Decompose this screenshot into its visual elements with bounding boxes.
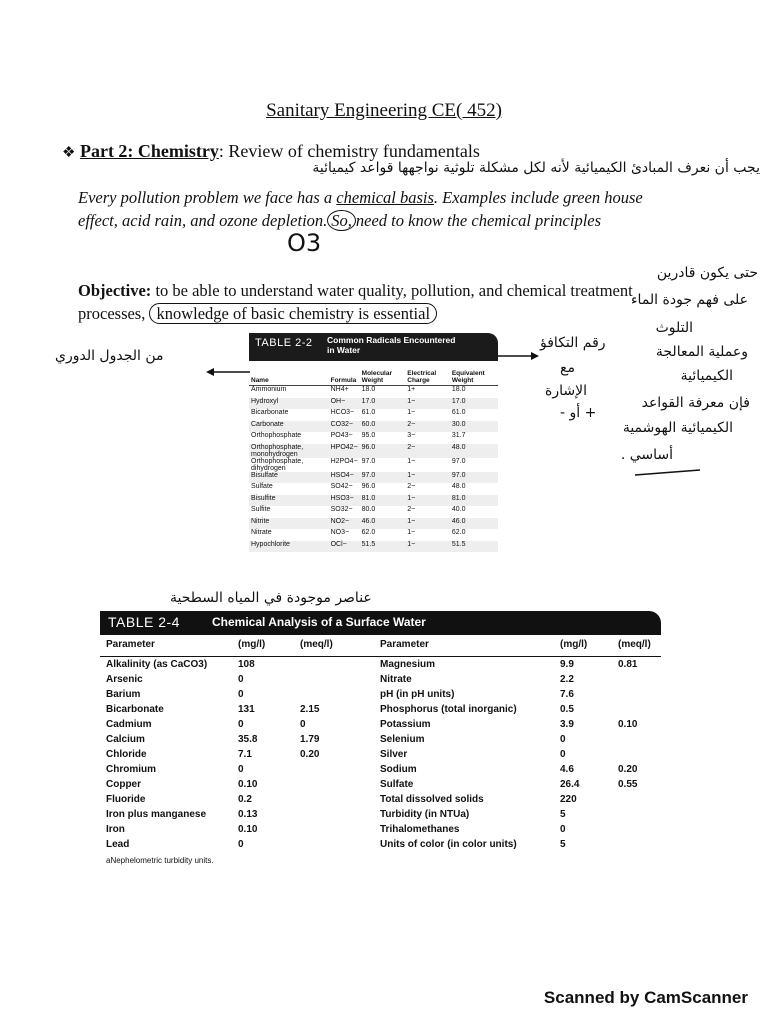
table22-cell: 18.0 [361,386,376,393]
table22-cell: 17.0 [451,397,466,405]
table24-cell: 35.8 [238,734,258,745]
table24-row [100,792,661,807]
table22-cell: CO32− [330,420,353,428]
table24-column-header: (mg/l) [554,635,612,657]
table24-cell: 1.79 [300,734,320,745]
table22-cell: 1− [407,471,416,479]
table22-cell: 2− [407,483,416,490]
table22-column-header: Molecular Weight [360,361,406,386]
table24-cell [612,747,661,762]
table24-cell [294,822,374,837]
table24-cell: Cadmium [106,719,152,730]
table24-cell: 0 [238,689,244,700]
table22-cell: 17.0 [361,397,376,405]
table24-cell [612,822,661,837]
table24-cell [612,672,661,687]
table24-cell: 0 [238,719,244,730]
table22-cell: 1+ [407,386,416,393]
objective-label: Objective: [78,281,152,300]
table24-cell: Units of color (in color units) [380,839,517,850]
table24-row [100,807,661,822]
table22-cell: 31.7 [451,432,466,439]
table24-cell: Iron [106,824,125,835]
table22-cell: 1− [407,494,416,502]
table22-cell: 81.0 [361,494,376,502]
table24-cell: 0.2 [238,794,252,805]
table24-grid [100,635,661,852]
handwritten-note-right-2: على فهم جودة الماء [630,292,748,308]
table22-column-header: Name [249,361,329,386]
table22-cell: 80.0 [361,506,376,513]
table22-row [249,506,498,518]
table24-row [100,657,661,673]
table22-column-header: Electrical Charge [405,361,450,386]
table24-cell: Total dissolved solids [380,794,484,805]
table22-cell: 1− [407,457,416,465]
table24-cell: Calcium [106,734,145,745]
table24-row [100,717,661,732]
table24-cell: 0 [560,749,566,760]
table24-row [100,732,661,747]
table24-cell: Fluoride [106,794,146,805]
table-surface-water-analysis [100,611,661,865]
table24-cell: 0.55 [618,779,638,790]
table22-grid [249,361,498,552]
table24-row [100,777,661,792]
table22-cell: SO32− [330,506,353,513]
intro-text-1: Every pollution problem we face has a [78,188,337,207]
table24-cell: 0 [238,764,244,775]
table22-cell: 46.0 [361,517,376,525]
table22-cell: 96.0 [361,443,376,451]
table22-cell: Orthophosphate, monohydrogen [251,443,304,458]
table24-cell: 0.5 [560,704,574,715]
table24-cell [612,732,661,747]
table22-cell: 2− [407,443,416,451]
table22-row [249,386,498,398]
table22-number: TABLE 2-2 [255,337,313,349]
table22-cell: 1− [407,540,416,548]
handwritten-note-right-8: أساسي . [620,447,673,463]
table24-cell: 26.4 [560,779,580,790]
table24-cell: Potassium [380,719,431,730]
table22-cell: Orthophosphate [251,432,302,439]
table24-cell [612,807,661,822]
table24-cell: Silver [380,749,408,760]
table22-cell: Hydroxyl [251,397,279,405]
handwritten-note-top: يجب أن نعرف المبادئ الكيميائية لأنه لكل مشكلة تلوثية نواجهها قواعد كيميائية [312,160,760,176]
table22-cell: HSO3− [330,494,354,502]
table22-cell: 62.0 [451,529,466,536]
table24-cell: 0.20 [300,749,320,760]
handwritten-note-right-1: حتى يكون قادرين [656,265,758,281]
table22-row [249,518,498,530]
table24-cell [294,807,374,822]
table22-row [249,541,498,553]
table24-cell: 0 [560,734,566,745]
table22-row [249,421,498,433]
table24-cell: Alkalinity (as CaCO3) [106,659,208,670]
table24-cell: 0.10 [238,824,258,835]
table24-cell: Chromium [106,764,156,775]
table24-cell: 2.2 [560,674,574,685]
table22-cell: 97.0 [451,471,466,479]
table24-column-header: (mg/l) [232,635,294,657]
table24-cell: Sodium [380,764,417,775]
table22-cell: 81.0 [451,494,466,502]
table22-cell: OCl− [330,540,347,548]
handwritten-note-right-7: الكيميائية الهوشمية [622,420,733,436]
table24-cell: 220 [560,794,577,805]
table22-cell: 1− [407,397,416,405]
table24-cell: Magnesium [380,659,436,670]
table22-row [249,444,498,458]
table24-cell [612,702,661,717]
table24-row [100,762,661,777]
handwritten-note-mid-4: + أو - [560,405,597,421]
circled-knowledge: knowledge of basic chemistry is essential [149,303,437,324]
table22-cell: 62.0 [361,529,376,536]
section-label: Part 2: Chemistry [79,141,219,161]
table22-cell: 95.0 [361,432,376,439]
handwritten-note-right-6: فإن معرفة القواعد [641,395,750,411]
table24-cell: Chloride [106,749,147,760]
section-subtitle: : Review of chemistry fundamentals [218,141,480,161]
table22-row [249,409,498,421]
table22-cell: 61.0 [361,409,376,416]
table22-cell: NH4+ [330,386,349,393]
table24-cell: 4.6 [560,764,574,775]
table24-cell: 5 [560,809,566,820]
table22-header [249,333,498,361]
table24-cell: 0 [238,839,244,850]
handwritten-note-table4: عناصر موجودة في المياه السطحية [170,590,372,606]
objective-text: to be able to understand water quality, pollution, and chemical treatment processes, [78,281,633,323]
intro-text-3: need to know the chemical principles [355,211,602,230]
table22-cell: 2− [407,420,416,428]
table24-cell: Lead [106,839,130,850]
table24-cell: Sulfate [380,779,414,790]
table22-cell: HSO4− [330,471,354,479]
table24-cell: Arsenic [106,674,143,685]
table22-cell: 97.0 [361,471,376,479]
table22-cell: 61.0 [451,409,466,416]
table22-cell: 51.5 [361,540,376,548]
table24-column-header: Parameter [374,635,554,657]
table24-row [100,837,661,852]
table24-cell: 108 [238,659,255,670]
table24-cell: 7.1 [238,749,252,760]
table24-column-header: (meq/l) [294,635,374,657]
table22-cell: H2PO4− [330,457,358,465]
table22-cell: Bisulfite [251,494,276,502]
table22-cell: Carbonate [251,420,284,428]
table22-cell: 1− [407,409,416,416]
table24-cell: 2.15 [300,704,320,715]
table22-column-header: Equivalent Weight [450,361,498,386]
table22-cell: Sulfate [251,483,273,490]
scanner-watermark: Scanned by CamScanner [543,988,748,1007]
ozone-formula: O3 [287,229,322,257]
table22-row [249,398,498,410]
table24-cell [612,837,661,852]
table22-cell: 60.0 [361,420,376,428]
table24-cell: Phosphorus (total inorganic) [380,704,517,715]
table24-cell [294,792,374,807]
table24-cell [612,792,661,807]
table24-cell [294,687,374,702]
table22-cell: Orthophosphate, dihydrogen [251,457,304,472]
table22-cell: 18.0 [451,386,466,393]
page-title: Sanitary Engineering CE( 452) [266,100,502,121]
table22-row [249,432,498,444]
table24-cell: 0.20 [618,764,638,775]
table24-caption: Chemical Analysis of a Surface Water [212,615,426,629]
table24-number: TABLE 2-4 [108,614,180,630]
table24-row [100,687,661,702]
table24-cell [294,762,374,777]
table24-cell: 0.81 [618,659,638,670]
table22-cell: 30.0 [451,420,466,428]
table24-cell: 0 [238,674,244,685]
table24-cell [294,837,374,852]
table22-column-header: Formula [329,361,360,386]
table22-cell: 97.0 [451,457,466,465]
table22-cell: 51.5 [451,540,466,548]
table24-column-header: (meq/l) [612,635,661,657]
table24-row [100,822,661,837]
table22-cell: 48.0 [451,483,466,490]
handwritten-note-right-4: وعملية المعالجة [655,344,748,360]
table22-caption [327,335,455,355]
table22-cell: NO3− [330,529,350,536]
table22-cell: SO42− [330,483,353,490]
table22-row [249,472,498,484]
table22-cell: HPO42− [330,443,358,451]
circled-so: So, [327,210,356,231]
table24-cell: 0.10 [618,719,638,730]
table24-cell: 9.9 [560,659,574,670]
table24-cell: 0 [300,719,306,730]
table24-header [100,611,661,635]
table24-cell: Selenium [380,734,425,745]
table22-cell: PO43− [330,432,353,439]
underline-stroke [635,470,700,475]
handwritten-note-mid-1: رقم التكافؤ [540,335,606,351]
table22-row [249,483,498,495]
table24-cell [294,672,374,687]
handwritten-note-right-5: الكيميائية [680,368,733,384]
arrow-left-head [206,368,214,376]
table22-cell: Nitrate [251,529,272,536]
handwritten-note-mid-2: مع [560,360,575,376]
table24-row [100,747,661,762]
table24-row [100,672,661,687]
handwritten-note-left: من الجدول الدوري [55,348,164,364]
table22-cell: Bicarbonate [251,409,289,416]
table22-row [249,458,498,472]
diamond-bullet-icon: ❖ [62,145,76,161]
table22-cell: Bisulfate [251,471,278,479]
table22-cell: 1− [407,529,416,536]
intro-text-2: . Examples include green house effect, acid rain, and ozone depletion. [78,188,643,230]
table24-cell: Bicarbonate [106,704,164,715]
table-common-radicals [249,333,498,588]
table22-cell: 40.0 [451,506,466,513]
table24-cell: 131 [238,704,255,715]
table24-cell [612,687,661,702]
table24-cell [294,777,374,792]
intro-emphasis: chemical basis [336,188,434,207]
table24-cell: 0.13 [238,809,258,820]
table22-cell: 48.0 [451,443,466,451]
table22-cell: 1− [407,517,416,525]
table22-cell: 96.0 [361,483,376,490]
table24-cell: 7.6 [560,689,574,700]
table24-row [100,702,661,717]
table24-footnote: aNephelometric turbidity units. [106,856,214,865]
table22-cell: 2− [407,506,416,513]
table24-cell [294,657,374,673]
table22-caption-2: in Water [327,345,361,355]
handwritten-note-mid-3: الإشارة [545,383,587,399]
table22-cell: Nitrite [251,517,270,525]
table22-cell: OH− [330,397,346,405]
table22-row [249,495,498,507]
table24-cell: 5 [560,839,566,850]
table24-cell: Barium [106,689,141,700]
table24-cell: Nitrate [380,674,412,685]
table24-column-header: Parameter [100,635,232,657]
table22-cell: NO2− [330,517,350,525]
table22-cell: Sulfite [251,506,271,513]
table24-cell: Iron plus manganese [106,809,207,820]
table22-cell: Hypochlorite [251,540,290,548]
table24-cell: 0 [560,824,566,835]
handwritten-note-right-3: التلوث [655,320,693,336]
table24-cell: pH (in pH units) [380,689,455,700]
table22-cell: HCO3− [330,409,355,416]
table24-cell: Copper [106,779,141,790]
arrow-right-head [531,352,539,360]
table22-cell: 3− [407,432,416,439]
table24-cell: 3.9 [560,719,574,730]
table22-row [249,529,498,541]
table22-cell: Ammonium [251,386,287,393]
table22-caption-1: Common Radicals Encountered [327,335,456,345]
table22-cell: 97.0 [361,457,376,465]
table24-cell: Trihalomethanes [380,824,460,835]
table24-cell: 0.10 [238,779,258,790]
table22-cell: 46.0 [451,517,466,525]
table24-cell: Turbidity (in NTUa) [380,809,470,820]
